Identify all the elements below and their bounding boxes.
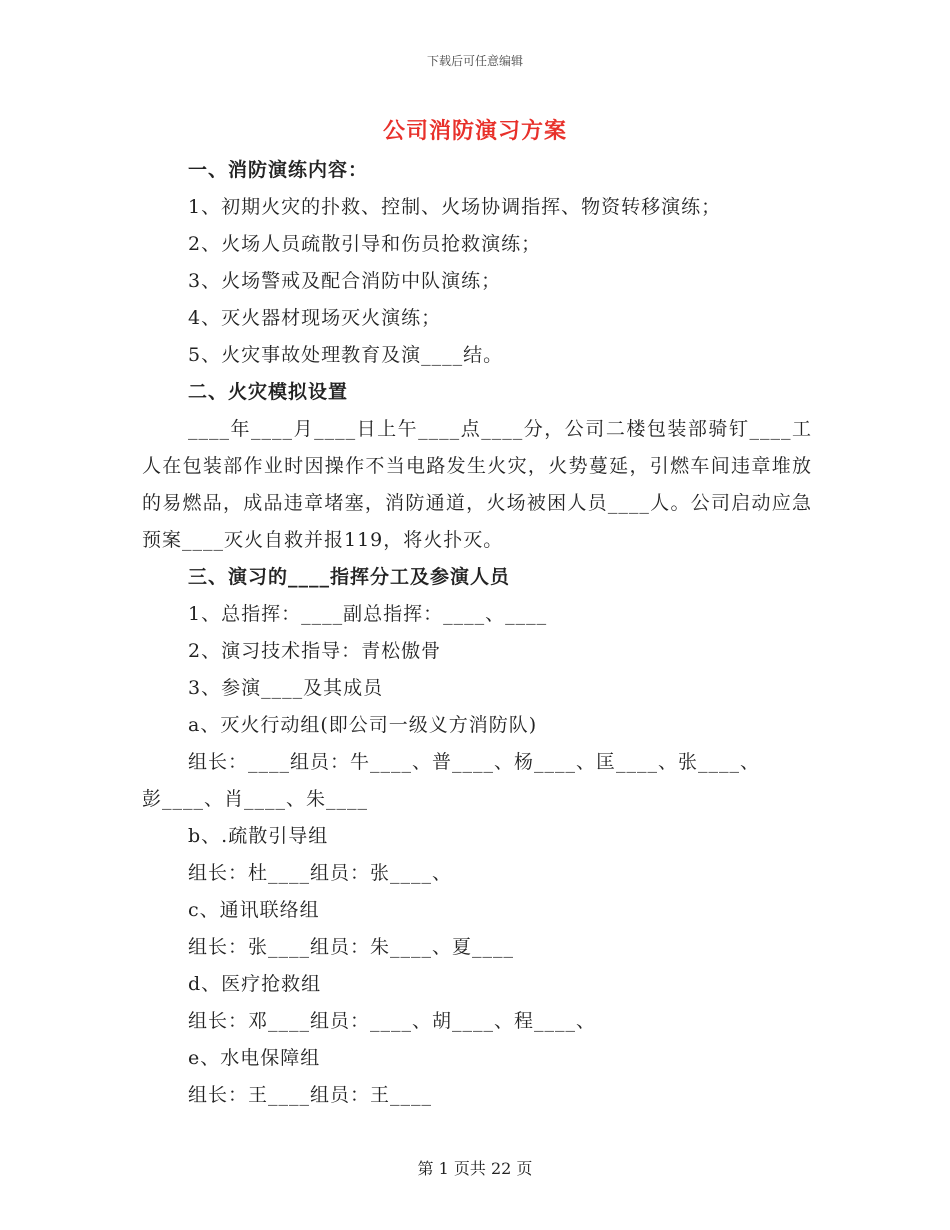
- fire-simulation-paragraph: ____年____月____日上午____点____分，公司二楼包装部骑钉____工人在包装部作业时因操作不当电路发生火灾，火势蔓延，引燃车间违章堆放的易燃品，成品违章堵塞，消防通道，火场被困人员____人。公司启动应急预案____灭火自救并报119，将火扑灭。: [142, 418, 812, 551]
- document-body: [142, 152, 812, 1114]
- section-heading-fire-simulation: 二、火灾模拟设置: [188, 381, 349, 403]
- group-members-continued: 彭____、肖____、朱____: [142, 788, 369, 810]
- list-item: 2、火场人员疏散引导和伤员抢救演练；: [188, 233, 542, 255]
- page-number: 第 1 页共 22 页: [417, 1159, 533, 1178]
- group-members: 组长：____组员：牛____、普____、杨____、匡____、张____、: [188, 751, 761, 773]
- group-members: 组长：王____组员：王____: [188, 1084, 433, 1106]
- list-item: 2、演习技术指导：青松傲骨: [188, 640, 442, 662]
- group-name: c、通讯联络组: [188, 899, 320, 921]
- list-item: 3、参演____及其成员: [188, 677, 384, 699]
- group-name: d、医疗抢救组: [188, 973, 322, 995]
- group-name: b、.疏散引导组: [188, 825, 329, 847]
- list-item: 4、灭火器材现场灭火演练；: [188, 307, 442, 329]
- list-item: 5、火灾事故处理教育及演____结。: [188, 344, 504, 366]
- list-item: 3、火场警戒及配合消防中队演练；: [188, 270, 502, 292]
- group-members: 组长：杜____组员：张____、: [188, 862, 453, 884]
- document-title: 公司消防演习方案: [382, 118, 567, 144]
- header-note: 下载后可任意编辑: [426, 54, 523, 68]
- section-heading-command-roles: 三、演习的____指挥分工及参演人员: [188, 566, 511, 588]
- group-name: a、灭火行动组(即公司一级义方消防队): [188, 714, 538, 736]
- list-item: 1、总指挥：____副总指挥：____、____: [188, 603, 548, 625]
- list-item: 1、初期火灾的扑救、控制、火场协调指挥、物资转移演练；: [188, 196, 722, 218]
- section-heading-drill-content: 一、消防演练内容：: [188, 159, 369, 181]
- group-members: 组长：张____组员：朱____、夏____: [188, 936, 515, 958]
- group-members: 组长：邓____组员：____、胡____、程____、: [188, 1010, 597, 1032]
- group-name: e、水电保障组: [188, 1047, 321, 1069]
